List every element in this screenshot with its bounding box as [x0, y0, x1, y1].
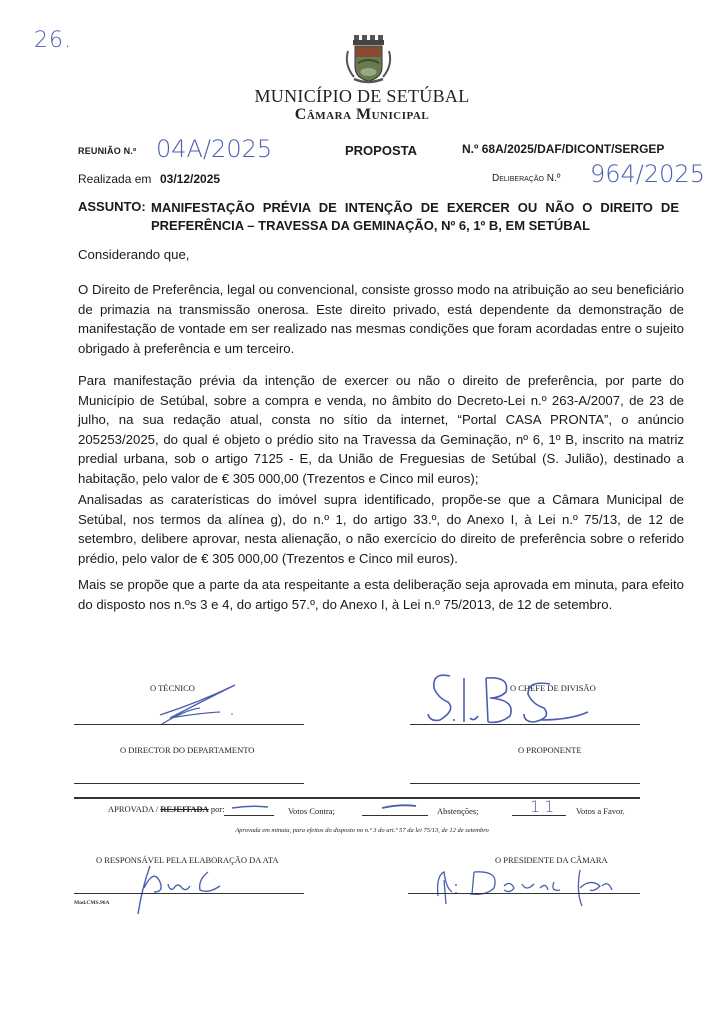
- approval-fine-print: Aprovada em minuta, para efeitos do disposto no n.º 3 do art.º 57 da lei 75/13, de 12 de setembro: [235, 827, 489, 834]
- meeting-date: 03/12/2025: [160, 172, 221, 186]
- body-paragraph: Para manifestação prévia da intenção de exercer ou não o direito de preferência, por parte do Município de Setúbal, sobre a compra e venda, no âmbito do Decreto-Lei n.º 263-A/2007, de 23 de julho, na sua redação atual, consta no sítio da internet, “Portal CASA PRONTA”, o anúncio 205253/2025, do qual é objeto o prédio sito na Travessa da Geminação, nº 6, 1º B, inscrito na matriz predial urbana, sob o artigo 7125 - E, da União de Freguesias de Setúbal (S. Julião), destinado a habitação, pelo valor de € 305 000,00 (Trezentos e Cinco mil euros);: [78, 373, 684, 486]
- votos-favor-label: Votos a Favor.: [576, 806, 625, 816]
- council-title: Câmara Municipal: [294, 106, 430, 123]
- votes-contra-dash: [230, 803, 270, 811]
- body-intro: Considerando que,: [78, 247, 190, 262]
- proponente-label: O PROPONENTE: [518, 745, 582, 755]
- deliberacao-number-handwritten: 964/2025: [590, 160, 705, 188]
- responsavel-ata-signature: [124, 858, 234, 918]
- abstencoes-label: Abstenções;: [437, 806, 479, 816]
- approved-label: APROVADA /: [108, 804, 161, 814]
- proposta-label: PROPOSTA: [345, 143, 417, 158]
- director-label: O DIRECTOR DO DEPARTAMENTO: [120, 745, 255, 755]
- votes-contra-blank: [224, 815, 274, 816]
- deliberacao-label: Deliberação N.º: [492, 173, 561, 184]
- tecnico-signature: [140, 680, 250, 730]
- chefe-divisao-label: O CHEFE DE DIVISÃO: [510, 683, 596, 693]
- responsavel-ata-signature-line: [74, 893, 304, 894]
- tecnico-signature-line: [74, 724, 304, 725]
- body-paragraph: O Direito de Preferência, legal ou convencional, consiste grosso modo na atribuição ao seu beneficiário de primazia na transmissão onerosa. Este direito privado, está dependente da demonstração de manifestação de vontade em ser realizado nas mesmas condições que foram acordadas entre o sujeito obrigado à preferência e um terceiro.: [78, 282, 684, 356]
- presidente-signature-line: [408, 893, 640, 894]
- reuniao-number-handwritten: 04A/2025: [156, 135, 273, 163]
- realizada-label: Realizada em: [78, 172, 152, 186]
- votos-favor-handwritten: 11: [530, 797, 559, 816]
- abstencoes-blank: [362, 815, 428, 816]
- chefe-divisao-signature-line: [410, 724, 640, 725]
- municipality-title: MUNICÍPIO DE SETÚBAL: [254, 86, 470, 106]
- tecnico-label: O TÉCNICO: [150, 683, 195, 693]
- votes-contra-label: Votos Contra;: [288, 806, 335, 816]
- municipal-crest-icon: [340, 33, 396, 85]
- approval-status: [108, 804, 225, 814]
- page-number-handwritten: 26.: [34, 28, 72, 53]
- proponente-signature-line: [410, 783, 640, 784]
- abstencoes-dash: [380, 803, 420, 811]
- responsavel-ata-label: O RESPONSÁVEL PELA ELABORAÇÃO DA ATA: [96, 855, 279, 865]
- presidente-signature: [430, 862, 630, 912]
- assunto-text: MANIFESTAÇÃO PRÉVIA DE INTENÇÃO DE EXERCER OU NÃO O DIREITO DE PREFERÊNCIA – TRAVESSA DA GEMINAÇÃO, Nº 6, 1º B, EM SETÚBAL: [151, 200, 679, 233]
- presidente-label: O PRESIDENTE DA CÂMARA: [495, 855, 608, 865]
- body-paragraph: Mais se propõe que a parte da ata respeitante a esta deliberação seja aprovada em minuta, para efeito do disposto nos n.ºs 3 e 4, do artigo 57.º, do Anexo I, à Lei n.º 75/2013, de 12 de setembro.: [78, 577, 684, 612]
- director-signature-line: [74, 783, 304, 784]
- chefe-divisao-signature: [420, 668, 620, 728]
- reuniao-label: REUNIÃO N.º: [78, 146, 137, 156]
- assunto-label: ASSUNTO:: [78, 199, 146, 214]
- rejected-label-struck: REJEITADA: [160, 804, 209, 814]
- model-code: Mod.CMS.96A: [74, 900, 110, 906]
- proposta-number: N.º 68A/2025/DAF/DICONT/SERGEP: [462, 142, 665, 156]
- body-paragraph: Analisadas as caraterísticas do imóvel supra identificado, propõe-se que a Câmara Municipal de Setúbal, nos termos da alínea g), do n.º 1, do artigo 33.º, do Anexo I, à Lei n.º 75/13, de 12 de setembro, delibere aprovar, nesta alienação, o não exercício do direito de preferência sobre o referido prédio, pelo valor de € 305 000,00 (Trezentos e Cinco mil euros).: [78, 492, 684, 566]
- por-label: por:: [208, 804, 225, 814]
